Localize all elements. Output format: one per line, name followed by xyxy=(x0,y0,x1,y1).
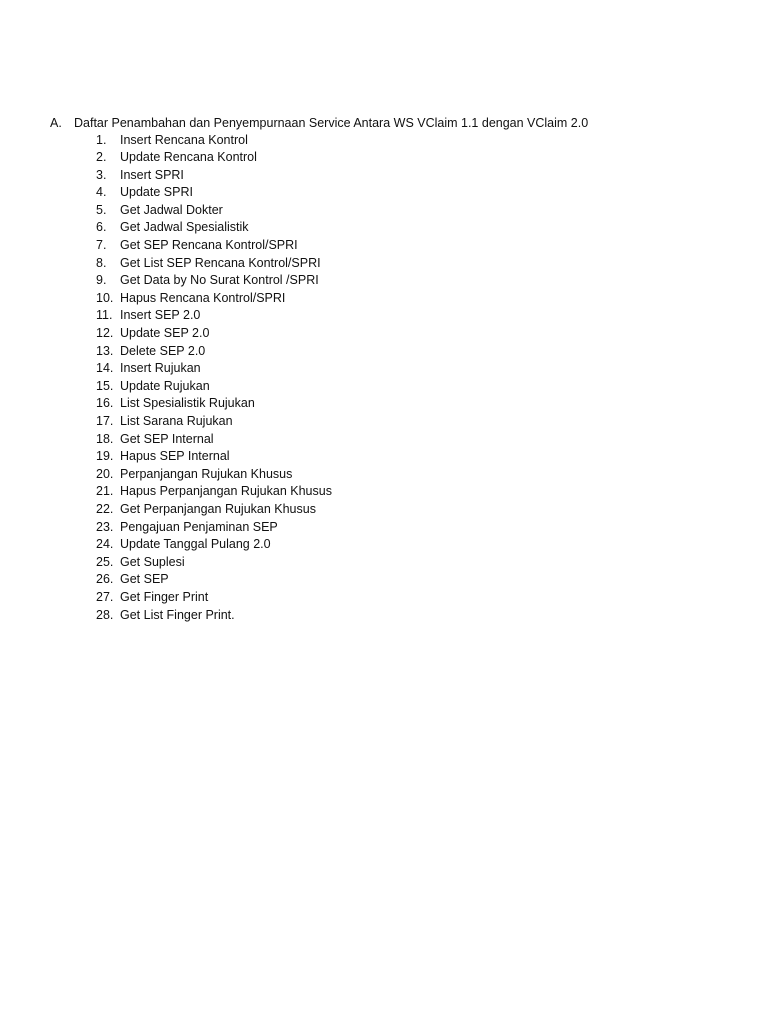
list-item-number: 26. xyxy=(96,572,114,587)
list-item-number: 9. xyxy=(96,273,107,288)
list-item xyxy=(96,149,332,167)
list-item-number: 13. xyxy=(96,343,114,358)
list-item-number: 17. xyxy=(96,414,114,428)
list-item-text: Delete SEP 2.0 xyxy=(120,343,206,358)
list-item-number: 14. xyxy=(96,361,114,376)
list-item-number: 10. xyxy=(96,290,114,305)
list-item xyxy=(96,431,332,449)
list-item-number: 21. xyxy=(96,484,114,499)
list-item-text: Insert Rencana Kontrol xyxy=(120,132,248,147)
list-item xyxy=(96,202,332,220)
list-item-number: 15. xyxy=(96,378,114,393)
list-item-text: Get List Finger Print. xyxy=(120,607,235,622)
list-item-number: 12. xyxy=(96,326,114,341)
list-item-text: Get Suplesi xyxy=(120,554,185,569)
list-item-number: 20. xyxy=(96,466,114,481)
list-item-number: 3. xyxy=(96,167,107,182)
list-item xyxy=(96,167,332,185)
list-item xyxy=(96,589,332,607)
list-item-text: Get Finger Print xyxy=(120,589,209,604)
list-item xyxy=(96,290,332,308)
list-item-text: Get Perpanjangan Rujukan Khusus xyxy=(120,501,316,516)
list-item xyxy=(96,307,332,325)
list-item-text: Get SEP Internal xyxy=(120,431,214,446)
list-item-number: 24. xyxy=(96,537,114,552)
list-item-text: Get List SEP Rencana Kontrol/SPRI xyxy=(120,255,321,270)
list-item-number: 6. xyxy=(96,220,107,235)
list-item-number: 8. xyxy=(96,255,107,270)
list-item-text: Get Data by No Surat Kontrol /SPRI xyxy=(120,273,319,288)
list-item xyxy=(96,132,332,150)
list-item-text: Update Rujukan xyxy=(120,378,210,393)
list-item xyxy=(96,607,332,625)
list-item-text: Get SEP Rencana Kontrol/SPRI xyxy=(120,238,298,253)
list-item xyxy=(96,466,332,484)
list-item xyxy=(96,554,332,572)
list-item xyxy=(96,272,332,290)
list-item xyxy=(96,255,332,273)
list-item xyxy=(96,360,332,378)
list-item-number: 18. xyxy=(96,431,114,446)
list-item-text: Update Tanggal Pulang 2.0 xyxy=(120,537,271,552)
list-item-number: 5. xyxy=(96,202,107,217)
list-item xyxy=(96,184,332,202)
list-item-number: 19. xyxy=(96,449,114,464)
list-item-number: 2. xyxy=(96,150,107,165)
list-item-number: 23. xyxy=(96,519,114,534)
service-list xyxy=(96,132,332,625)
section-title: Daftar Penambahan dan Penyempurnaan Service Antara WS VClaim 1.1 dengan VClaim 2.0 xyxy=(74,116,589,130)
list-item-number: 11. xyxy=(96,308,113,323)
list-item-text: Insert SEP 2.0 xyxy=(120,308,201,323)
list-item-text: Get SEP xyxy=(120,572,169,587)
list-item-text: Insert SPRI xyxy=(120,167,184,182)
list-item-number: 7. xyxy=(96,238,107,253)
list-item-number: 25. xyxy=(96,554,114,569)
list-item-text: Update SEP 2.0 xyxy=(120,326,210,341)
list-item-text: Insert Rujukan xyxy=(120,361,201,376)
list-item xyxy=(96,448,332,466)
section-letter: A. xyxy=(50,116,62,130)
list-item-text: Get Jadwal Dokter xyxy=(120,202,223,217)
list-item xyxy=(96,219,332,237)
list-item xyxy=(96,483,332,501)
list-item xyxy=(96,325,332,343)
list-item-text: Hapus Rencana Kontrol/SPRI xyxy=(120,290,286,305)
list-item-number: 4. xyxy=(96,185,107,200)
list-item-text: Perpanjangan Rujukan Khusus xyxy=(120,466,293,481)
list-item xyxy=(96,395,332,413)
list-item-text: Pengajuan Penjaminan SEP xyxy=(120,519,278,534)
list-item xyxy=(96,343,332,361)
list-item xyxy=(96,413,332,431)
list-item-text: List Sarana Rujukan xyxy=(120,414,233,428)
list-item-number: 22. xyxy=(96,501,114,516)
list-item xyxy=(96,237,332,255)
list-item-text: Get Jadwal Spesialistik xyxy=(120,220,249,235)
list-item-text: Hapus Perpanjangan Rujukan Khusus xyxy=(120,484,332,499)
list-item-number: 1. xyxy=(96,132,107,147)
list-item-text: Update SPRI xyxy=(120,185,193,200)
list-item-text: List Spesialistik Rujukan xyxy=(120,396,255,411)
section-heading xyxy=(50,114,750,132)
list-item xyxy=(96,536,332,554)
list-item-number: 28. xyxy=(96,607,114,622)
list-item-text: Update Rencana Kontrol xyxy=(120,150,257,165)
list-item xyxy=(96,501,332,519)
list-item xyxy=(96,571,332,589)
list-item xyxy=(96,378,332,396)
list-item-number: 16. xyxy=(96,396,114,411)
list-item-text: Hapus SEP Internal xyxy=(120,449,230,464)
list-item-number: 27. xyxy=(96,589,114,604)
list-item xyxy=(96,519,332,537)
